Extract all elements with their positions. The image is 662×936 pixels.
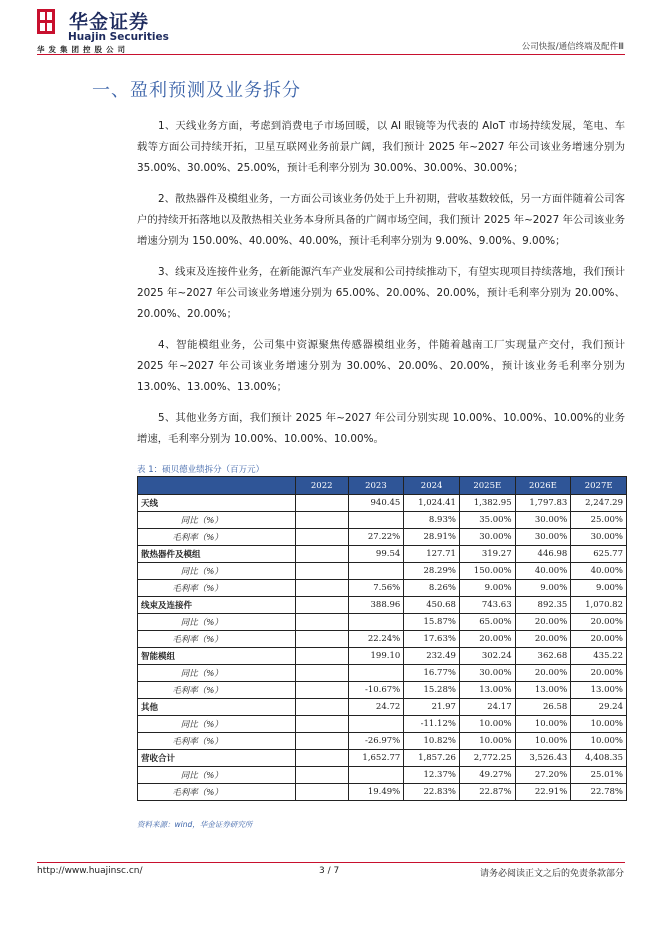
section-title: 一、盈利预测及业务拆分 — [92, 80, 301, 101]
table-cell: 8.26% — [404, 580, 460, 597]
table-row-segment — [138, 495, 627, 512]
column-header: 2023 — [348, 477, 404, 495]
table-cell: 10.00% — [515, 733, 571, 750]
table-cell: 22.87% — [459, 784, 515, 801]
table-cell: 15.28% — [404, 682, 460, 699]
table-cell: 25.00% — [571, 512, 627, 529]
table-cell: 17.63% — [404, 631, 460, 648]
table-cell: 1,024.41 — [404, 495, 460, 512]
table-cell: 450.68 — [404, 597, 460, 614]
table-cell: 940.45 — [348, 495, 404, 512]
table-cell: 435.22 — [571, 648, 627, 665]
footer-divider — [37, 862, 625, 863]
table-row-segment — [138, 699, 627, 716]
table-cell: 8.93% — [404, 512, 460, 529]
row-label: 毛利率（%） — [138, 529, 296, 546]
table-cell: 40.00% — [515, 563, 571, 580]
table-cell: 1,652.77 — [348, 750, 404, 767]
body-text — [137, 116, 625, 460]
table-row-metric — [138, 529, 627, 546]
footer-url[interactable]: http://www.huajinsc.cn/ — [37, 866, 143, 876]
row-label: 线束及连接件 — [138, 597, 296, 614]
table-cell: 2,772.25 — [459, 750, 515, 767]
table-cell: 49.27% — [459, 767, 515, 784]
table-cell: 302.24 — [459, 648, 515, 665]
table-row-metric — [138, 614, 627, 631]
table-cell — [295, 597, 348, 614]
table-cell: 150.00% — [459, 563, 515, 580]
table-cell: 20.00% — [571, 614, 627, 631]
page-number: 3 / 7 — [319, 866, 340, 876]
table-cell: 26.58 — [515, 699, 571, 716]
table-cell: 13.00% — [571, 682, 627, 699]
business-breakdown-table — [137, 476, 627, 801]
table-cell: 20.00% — [515, 631, 571, 648]
table-row-metric — [138, 767, 627, 784]
table-cell: 25.01% — [571, 767, 627, 784]
row-label: 毛利率（%） — [138, 784, 296, 801]
brand-subtitle: 华发集团控股公司 — [37, 45, 129, 54]
table-cell: 28.91% — [404, 529, 460, 546]
table-cell: 1,857.26 — [404, 750, 460, 767]
table-cell — [295, 665, 348, 682]
row-label: 其他 — [138, 699, 296, 716]
table-cell: 10.00% — [515, 716, 571, 733]
table-cell: 24.72 — [348, 699, 404, 716]
table-cell: -11.12% — [404, 716, 460, 733]
row-label: 同比（%） — [138, 767, 296, 784]
footer-disclaimer: 请务必阅读正文之后的免责条款部分 — [479, 869, 624, 879]
table-cell: 27.20% — [515, 767, 571, 784]
table-cell: 27.22% — [348, 529, 404, 546]
row-label: 毛利率（%） — [138, 682, 296, 699]
table-cell: 28.29% — [404, 563, 460, 580]
paragraph-thermal: 2、散热器件及模组业务，一方面公司该业务仍处于上升初期，营收基数较低，另一方面伴随着公司客户的持续开拓落地以及散热相关业务本身所具备的广阔市场空间，我们预计 2025 年~2027 年公司该业务增速分别为 150.00%、40.00%、40.00%，预计毛利率分别为 9.00%、9.00%、9.00%； — [137, 193, 625, 247]
row-label: 同比（%） — [138, 563, 296, 580]
table-cell: 19.49% — [348, 784, 404, 801]
table-cell: -10.67% — [348, 682, 404, 699]
table-cell: 65.00% — [459, 614, 515, 631]
row-label: 智能模组 — [138, 648, 296, 665]
table-cell: 12.37% — [404, 767, 460, 784]
brand-name-en: Huajin Securities — [68, 31, 169, 43]
table-cell: -26.97% — [348, 733, 404, 750]
table-row-segment — [138, 597, 627, 614]
row-label: 天线 — [138, 495, 296, 512]
row-label: 同比（%） — [138, 512, 296, 529]
table-cell: 16.77% — [404, 665, 460, 682]
paragraph-antenna: 1、天线业务方面，考虑到消费电子市场回暖，以 AI 眼镜等为代表的 AIoT 市场持续发展，笔电、车载等方面公司持续开拓，卫星互联网业务前景广阔，我们预计 2025 年~2027 年公司该业务增速分别为 35.00%、30.00%、25.00%，预计毛利率分别为 30.00%、30.00%、30.00%； — [137, 120, 625, 174]
table-cell: 2,247.29 — [571, 495, 627, 512]
table-row-metric — [138, 665, 627, 682]
table-cell: 13.00% — [515, 682, 571, 699]
table-cell: 9.00% — [459, 580, 515, 597]
table-row-metric — [138, 631, 627, 648]
table-title: 表 1：硕贝德业绩拆分（百万元） — [137, 465, 265, 475]
table-row-metric — [138, 784, 627, 801]
table-cell: 1,070.82 — [571, 597, 627, 614]
table-cell — [348, 614, 404, 631]
row-label: 毛利率（%） — [138, 580, 296, 597]
column-header: 2027E — [571, 477, 627, 495]
row-label: 同比（%） — [138, 665, 296, 682]
table-cell: 743.63 — [459, 597, 515, 614]
table-cell: 1,797.83 — [515, 495, 571, 512]
table-cell — [295, 682, 348, 699]
table-cell: 10.00% — [571, 716, 627, 733]
column-header — [138, 477, 296, 495]
table-cell — [295, 648, 348, 665]
table-cell: 30.00% — [571, 529, 627, 546]
table-cell: 9.00% — [515, 580, 571, 597]
paragraph-smart-module: 4、智能模组业务，公司集中资源聚焦传感器模组业务，伴随着越南工厂实现量产交付，我们预计 2025 年~2027 年公司该业务增速分别为 30.00%、20.00%、20.00%，预计该业务毛利率分别为 13.00%、13.00%、13.00%； — [137, 339, 625, 393]
column-header: 2026E — [515, 477, 571, 495]
paragraph-harness: 3、线束及连接件业务，在新能源汽车产业发展和公司持续推动下，有望实现项目持续落地，我们预计 2025 年~2027 年公司该业务增速分别为 65.00%、20.00%、20.00%，预计毛利率分别为 20.00%、20.00%、20.00%； — [137, 266, 625, 320]
table-cell — [348, 665, 404, 682]
table-cell: 1,382.95 — [459, 495, 515, 512]
table-cell: 10.00% — [571, 733, 627, 750]
table-cell: 22.83% — [404, 784, 460, 801]
table-cell — [348, 767, 404, 784]
table-cell: 20.00% — [515, 665, 571, 682]
table-row-segment — [138, 648, 627, 665]
table-cell — [348, 563, 404, 580]
table-cell: 35.00% — [459, 512, 515, 529]
table-row-metric — [138, 733, 627, 750]
header-divider — [37, 54, 625, 55]
row-label: 同比（%） — [138, 614, 296, 631]
table-row-metric — [138, 563, 627, 580]
table-cell: 21.97 — [404, 699, 460, 716]
table-row-metric — [138, 512, 627, 529]
table-cell: 319.27 — [459, 546, 515, 563]
row-label: 散热器件及模组 — [138, 546, 296, 563]
table-cell: 232.49 — [404, 648, 460, 665]
table-cell: 388.96 — [348, 597, 404, 614]
table-cell: 22.91% — [515, 784, 571, 801]
table-cell: 625.77 — [571, 546, 627, 563]
table-cell — [295, 716, 348, 733]
table-cell: 30.00% — [459, 529, 515, 546]
table-row-metric — [138, 682, 627, 699]
table-cell: 10.82% — [404, 733, 460, 750]
report-type: 公司快报/通信终端及配件Ⅲ — [521, 42, 624, 52]
table-cell: 10.00% — [459, 716, 515, 733]
paragraph-other: 5、其他业务方面，我们预计 2025 年~2027 年公司分别实现 10.00%、10.00%、10.00%的业务增速，毛利率分别为 10.00%、10.00%、10.00%。 — [137, 412, 625, 445]
row-label: 营收合计 — [138, 750, 296, 767]
table-cell — [348, 716, 404, 733]
row-label: 毛利率（%） — [138, 733, 296, 750]
table-cell — [295, 563, 348, 580]
table-row-metric — [138, 716, 627, 733]
row-label: 同比（%） — [138, 716, 296, 733]
table-cell: 24.17 — [459, 699, 515, 716]
table-cell — [295, 784, 348, 801]
table-cell: 20.00% — [459, 631, 515, 648]
column-header: 2022 — [295, 477, 348, 495]
table-cell: 362.68 — [515, 648, 571, 665]
table-cell: 20.00% — [515, 614, 571, 631]
table-cell: 7.56% — [348, 580, 404, 597]
table-row-segment — [138, 750, 627, 767]
table-cell: 15.87% — [404, 614, 460, 631]
table-cell — [295, 580, 348, 597]
table-cell — [295, 512, 348, 529]
table-row-segment — [138, 546, 627, 563]
table-cell — [295, 546, 348, 563]
column-header: 2025E — [459, 477, 515, 495]
huajin-logo-icon — [37, 9, 55, 34]
table-cell: 4,408.35 — [571, 750, 627, 767]
table-cell — [295, 733, 348, 750]
row-label: 毛利率（%） — [138, 631, 296, 648]
table-cell: 30.00% — [515, 529, 571, 546]
table-cell: 20.00% — [571, 665, 627, 682]
table-body — [138, 495, 627, 801]
table-cell: 892.35 — [515, 597, 571, 614]
table-row-metric — [138, 580, 627, 597]
table-cell: 40.00% — [571, 563, 627, 580]
table-cell: 446.98 — [515, 546, 571, 563]
table-cell: 29.24 — [571, 699, 627, 716]
table-cell: 199.10 — [348, 648, 404, 665]
table-cell: 30.00% — [515, 512, 571, 529]
table-cell — [295, 495, 348, 512]
table-cell: 9.00% — [571, 580, 627, 597]
table-cell — [348, 512, 404, 529]
page-header — [0, 0, 662, 60]
table-cell — [295, 529, 348, 546]
brand-name-cn: 华金证券 — [69, 11, 150, 33]
table-cell — [295, 614, 348, 631]
table-cell: 127.71 — [404, 546, 460, 563]
table-cell: 3,526.43 — [515, 750, 571, 767]
table-cell: 22.24% — [348, 631, 404, 648]
table-cell: 99.54 — [348, 546, 404, 563]
table-cell: 22.78% — [571, 784, 627, 801]
column-header: 2024 — [404, 477, 460, 495]
table-cell — [295, 699, 348, 716]
table-header-row — [138, 477, 627, 495]
table-cell: 20.00% — [571, 631, 627, 648]
table-cell — [295, 767, 348, 784]
table-cell — [295, 631, 348, 648]
table-source: 资料来源：wind，华金证券研究所 — [137, 820, 253, 829]
table-cell — [295, 750, 348, 767]
table-cell: 10.00% — [459, 733, 515, 750]
table-cell: 13.00% — [459, 682, 515, 699]
table-cell: 30.00% — [459, 665, 515, 682]
